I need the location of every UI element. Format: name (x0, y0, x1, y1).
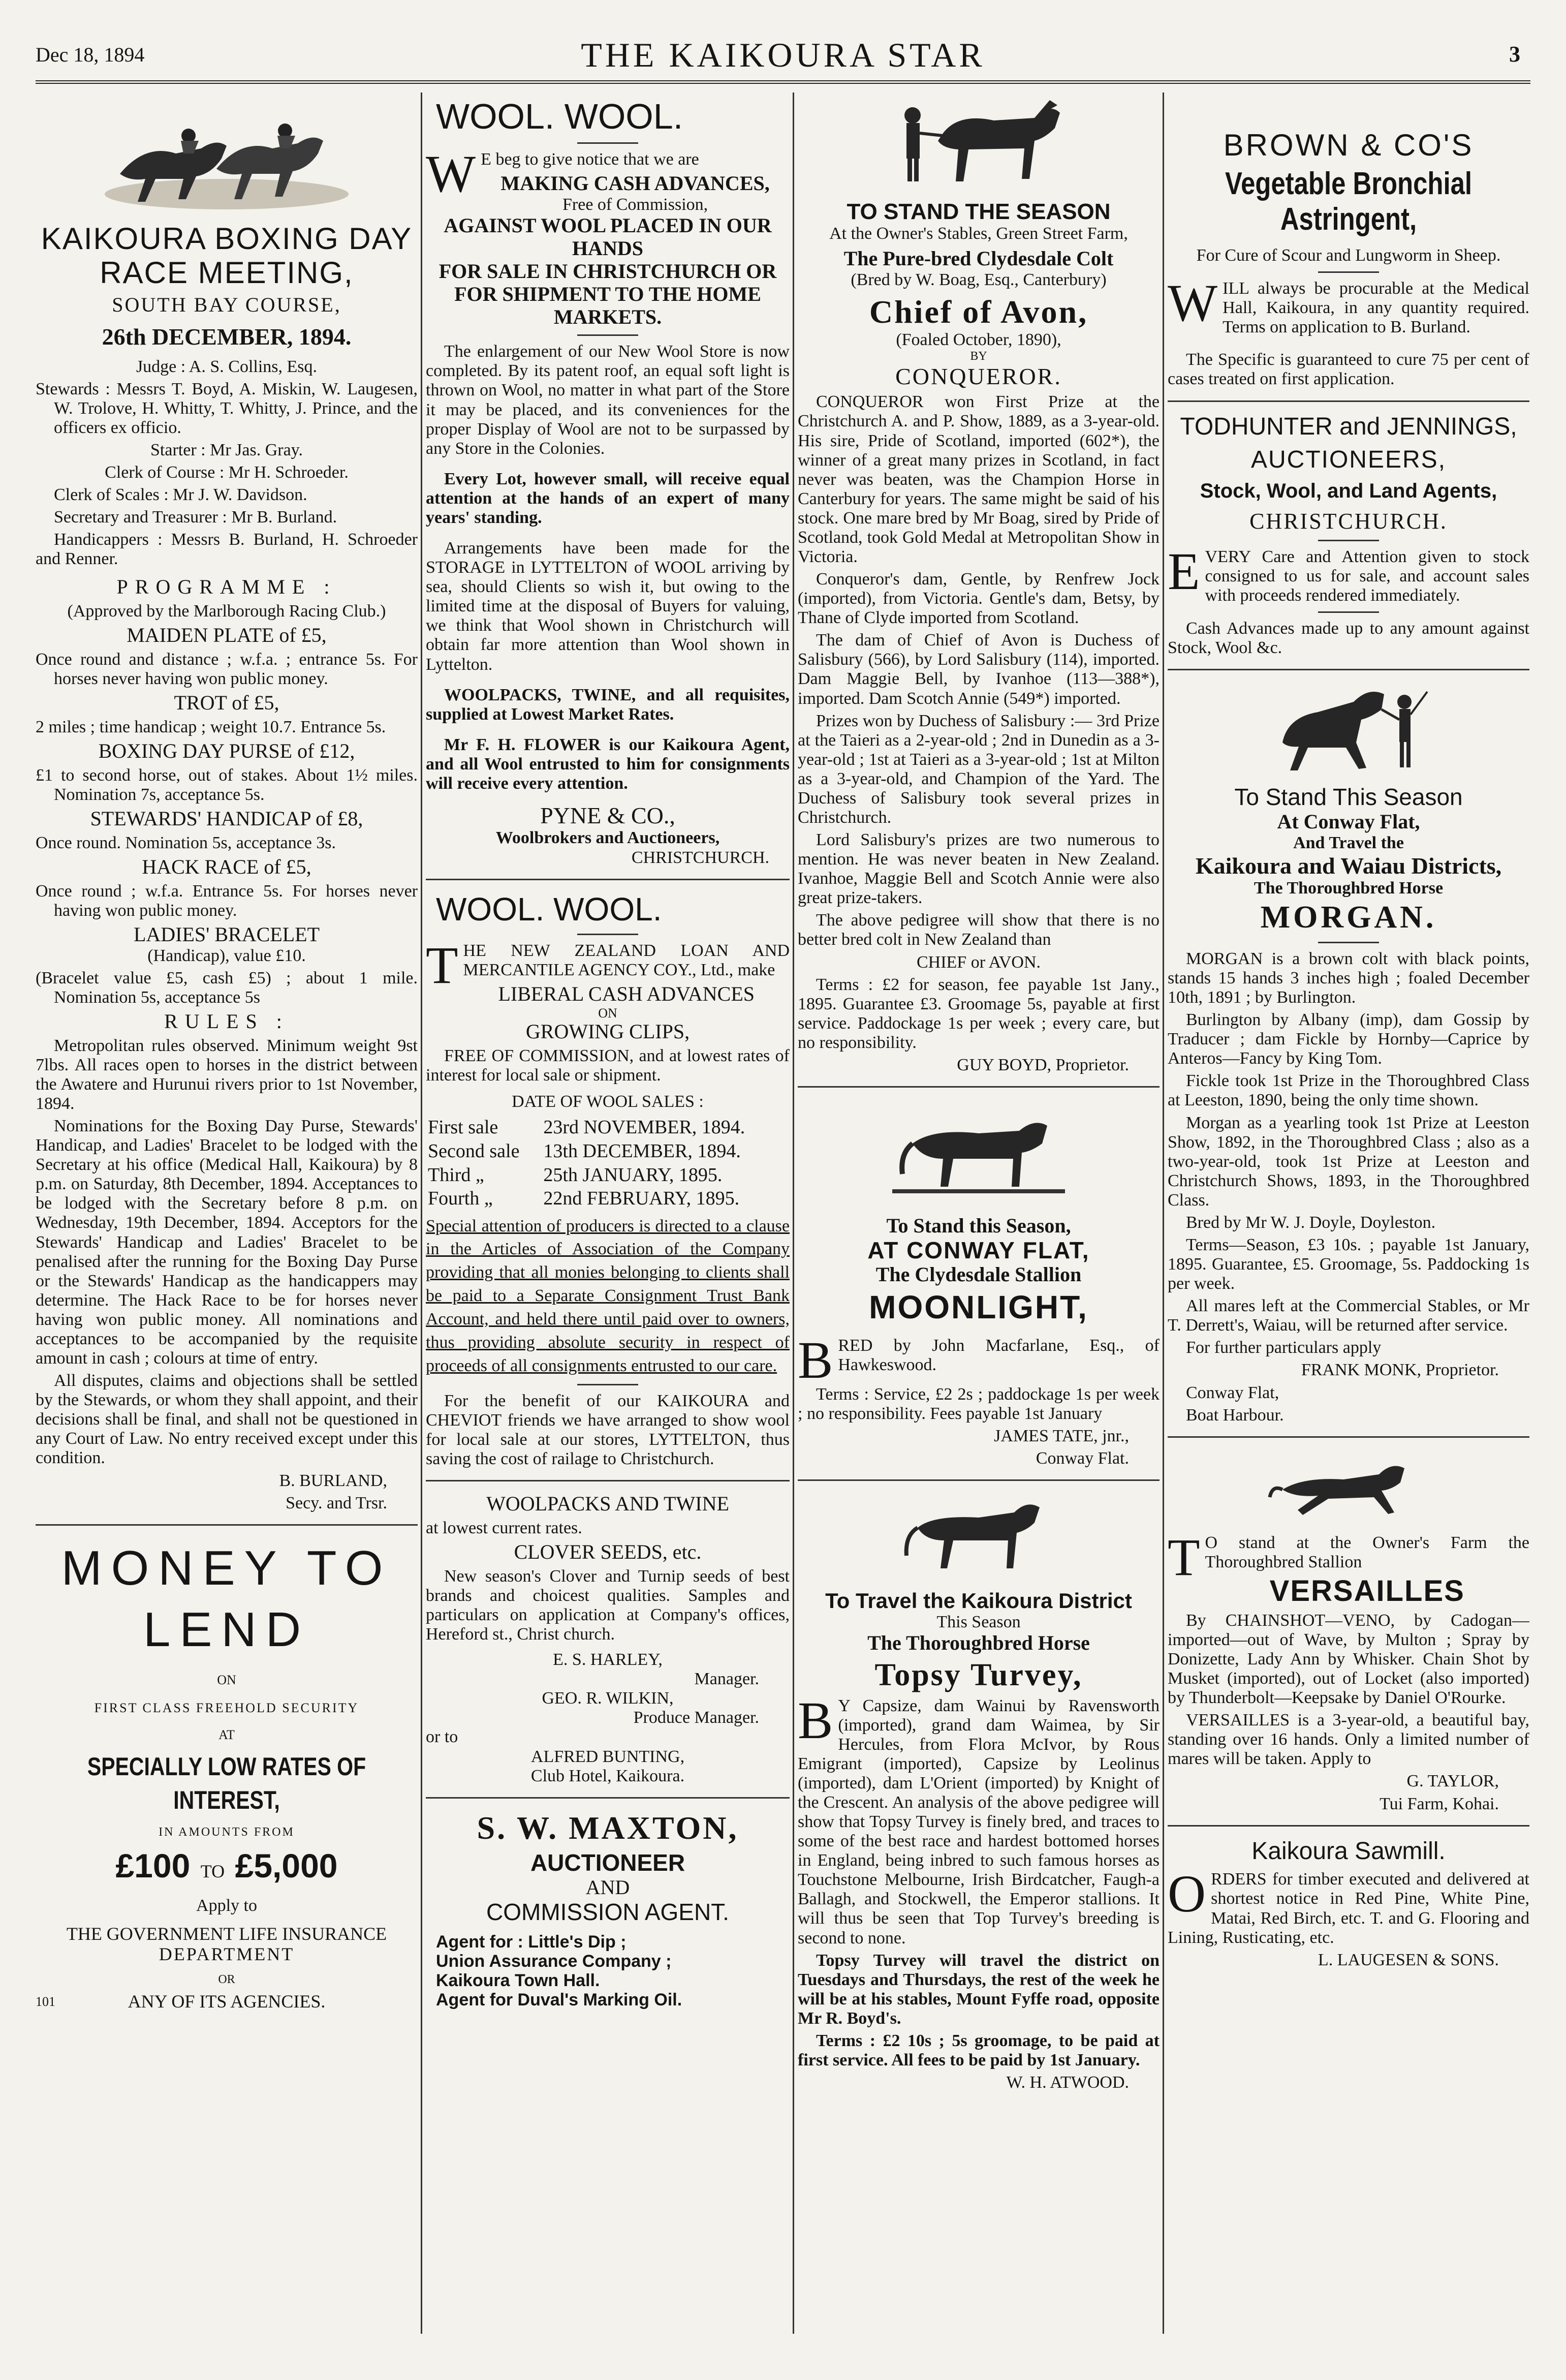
morgan-loc-2: Boat Harbour. (1186, 1405, 1284, 1425)
sale-date: 22nd FEBRUARY, 1895. (543, 1188, 740, 1210)
divider (426, 1797, 790, 1799)
foaled: (Foaled October, 1890), (896, 330, 1061, 349)
by-label: BY (970, 349, 987, 363)
moonlight-terms: Terms : Service, £2 2s ; paddockage 1s per week ; no responsibility. Fees payable 1st January (798, 1384, 1160, 1424)
moonlight-signer-loc: Conway Flat. (1036, 1449, 1129, 1468)
morgan-paragraph-5: Bred by Mr W. J. Doyle, Doyleston. (1186, 1213, 1436, 1232)
wool-sales-table (426, 1116, 790, 1210)
todhunter-care: EVERY Care and Attention given to stock consigned to us for sale, and account sales with proceeds rendered immediately. (1168, 542, 1529, 605)
nz-loan-intro: THE NEW ZEALAND LOAN AND MERCANTILE AGENCY COY., Ltd., make (426, 936, 790, 995)
maxton-auctioneer: AUCTIONEER (530, 1849, 685, 1876)
todhunter-agents: Stock, Wool, and Land Agents, (1200, 480, 1497, 503)
pyne-co-city: CHRISTCHURCH. (631, 848, 769, 867)
signer-harley: E. S. HARLEY, (553, 1650, 663, 1670)
column-rule (421, 92, 422, 2334)
ladies-bracelet-heading: LADIES' BRACELET (133, 922, 320, 946)
topsy-thoroughbred: The Thoroughbred Horse (867, 1631, 1090, 1655)
ladies-bracelet-body: (Bracelet value £5, cash £5) ; about 1 mile. Nomination 5s, acceptance 5s (36, 968, 418, 1007)
maiden-plate-body: Once round and distance ; w.f.a. ; entrance 5s. For horses never having won public money. (36, 650, 418, 689)
judge: Judge : A. S. Collins, Esq. (136, 357, 318, 376)
clydesdale-colt: The Pure-bred Clydesdale Colt (843, 247, 1114, 270)
column-1 (36, 92, 418, 2334)
column-rule (1163, 92, 1164, 2334)
divider (798, 1479, 1160, 1481)
woolpacks-heading: WOOLPACKS AND TWINE (486, 1492, 729, 1516)
signer-wilkin-role: Produce Manager. (633, 1708, 759, 1727)
topsy-season: This Season (936, 1613, 1021, 1632)
stewards: Stewards : Messrs T. Boyd, A. Miskin, W. Laugesen, W. Trolove, H. Whitty, T. Whitty, J. Prince, and the officers ex officio. (36, 379, 418, 437)
topsy-terms: Terms : £2 10s ; 5s groomage, to be paid at first service. All fees to be paid by 1st January. (798, 2031, 1160, 2070)
morgan-paragraph-6: Terms—Season, £3 10s. ; payable 1st January, 1895. Guarantee, £5. Groomage, 5s. Paddocking 1s per week. (1168, 1235, 1529, 1293)
morgan-paragraph-8: For further particulars apply (1186, 1338, 1382, 1357)
hack-race-heading: HACK RACE of £5, (142, 855, 311, 878)
rules-paragraph-2: Nominations for the Boxing Day Purse, Stewards' Handicap, and Ladies' Bracelet to be lodged with the Secretary at his office (Medical Hall, Kaikoura) by 8 p.m. on Saturday, 8th December, 1894. Acceptances to be lodged with the Secretary before 8 p.m. on Wednesday, 19th December, 1894. Acceptors for the Stewards' Handicap and Ladies' Bracelet to be penalised after the running for the Boxing Day Purse or the Stewards' Handicap as the handicappers may determine. The Hack Race to be for horses never having won public money. All nominations and acceptances to be accompanied by the requisite amount in cash ; colours at time of entry. (36, 1117, 418, 1368)
sale-date: 13th DECEMBER, 1894. (543, 1140, 741, 1162)
todhunter-advances: Cash Advances made up to any amount against Stock, Wool &c. (1168, 619, 1529, 658)
todhunter-auctioneers: AUCTIONEERS, (1250, 446, 1447, 474)
morgan-signer: FRANK MONK, Proprietor. (1301, 1361, 1499, 1380)
apply-to: Apply to (196, 1896, 257, 1915)
clover-seeds-heading: CLOVER SEEDS, etc. (514, 1540, 702, 1564)
programme-heading: PROGRAMME : (116, 575, 337, 599)
wool-heading: WOOL. WOOL. (436, 97, 683, 136)
maxton-ad (426, 1810, 790, 2010)
morgan-paragraph-7: All mares left at the Commercial Stables, or Mr T. Derrett's, Waiau, will be returned after service. (1168, 1296, 1529, 1335)
versailles-loc: Tui Farm, Kohai. (1380, 1794, 1499, 1813)
morgan-paragraph-1: MORGAN is a brown colt with black points, stands 15 hands 3 inches high ; foaled December 10th, 1891 ; by Burlington. (1168, 949, 1529, 1007)
money-security: FIRST CLASS FREEHOLD SECURITY (94, 1700, 359, 1715)
table-row (426, 1139, 790, 1163)
brown-co-title: BROWN & CO'S (1223, 128, 1474, 162)
nz-loan-wool-ad (426, 891, 790, 1469)
morgan-paragraph-4: Morgan as a yearling took 1st Prize at Leeston Show, 1892, in the Thoroughbred Class ; also as a two-year-old, took 1st Prize at Leeston and Christchurch Shows, 1893, in the Thoroughbred Class. (1168, 1113, 1529, 1210)
lend-heading: LEND (143, 1602, 310, 1657)
topsy-travel-days: Topsy Turvey will travel the district on Tuesdays and Thursdays, the rest of the week he will be at his stables, Mount Fyffe road, opposite Mr R. Boyd's. (798, 1951, 1160, 2028)
clerk-of-course: Clerk of Course : Mr H. Schroeder. (105, 463, 349, 482)
brown-co-ad (1168, 128, 1529, 389)
column-3 (798, 92, 1160, 2334)
money-to-lend-ad (36, 1541, 418, 2012)
amounts-from: IN AMOUNTS FROM (159, 1826, 295, 1839)
sale-shipment-heading: FOR SALE IN CHRISTCHURCH OR FOR SHIPMENT TO THE HOME MARKETS. (439, 259, 777, 328)
trot-body: 2 miles ; time handicap ; weight 10.7. Entrance 5s. (36, 718, 386, 737)
versailles-description: VERSAILLES is a 3-year-old, a beautiful bay, standing over 16 hands. Only a limited number of mares will be taken. Apply to (1168, 1711, 1529, 1769)
moonlight-signer: JAMES TATE, jnr., (994, 1427, 1129, 1446)
versailles-name: VERSAILLES (1269, 1574, 1465, 1608)
wool-sales-heading: DATE OF WOOL SALES : (512, 1092, 704, 1111)
race-date: 26th DECEMBER, 1894. (102, 324, 352, 350)
rules-paragraph-1: Metropolitan rules observed. Minimum weight 9st 7lbs. All races open to horses in the district between the Awatere and Hurunui rivers prior to 1st November, 1894. (36, 1036, 418, 1114)
morgan-paragraph-2: Burlington by Albany (imp), dam Gossip by Traducer ; dam Fickle by Hornby—Caprice by Anteros—Fancy by King Tom. (1168, 1010, 1529, 1068)
todhunter-title: TODHUNTER and JENNINGS, (1180, 413, 1517, 440)
galloping-horse-illustration (1267, 1449, 1430, 1525)
starter: Starter : Mr Jas. Gray. (150, 441, 303, 459)
moonlight-clydesdale: The Clydesdale Stallion (875, 1263, 1082, 1286)
topsy-turvey-name: Topsy Turvey, (874, 1658, 1083, 1693)
divider (798, 1086, 1160, 1088)
clydesdale-horse-illustration (882, 92, 1075, 194)
versailles-ad (1168, 1449, 1529, 1814)
morgan-thoroughbred: The Thoroughbred Horse (1254, 879, 1444, 898)
topsy-signer: W. H. ATWOOD. (1006, 2073, 1129, 2092)
money-at: AT (218, 1727, 235, 1742)
free-of-commission: FREE OF COMMISSION, and at lowest rates of interest for local sale or shipment. (426, 1046, 790, 1085)
sawmill-ad (1168, 1838, 1529, 1970)
interest-heading: INTEREST, (173, 1786, 280, 1815)
stewards-handicap-body: Once round. Nomination 5s, acceptance 3s. (36, 833, 336, 852)
morgan-stand-season: To Stand This Season (1234, 784, 1463, 811)
race-signer-role: Secy. and Trsr. (286, 1493, 387, 1512)
morgan-conway: At Conway Flat, (1277, 810, 1420, 833)
topsy-pedigree: BY Capsize, dam Wainui by Ravensworth (imported), grand dam Waimea, by Sir Hercules, from Flora McIvor, by Rous Emigrant (imported), Capsize by Leolinus (imported), dam L'Orient (imported) by Knight of the Crescent. An analysis of the above pedigree will show that Topsy Turvey is finely bred, and traces to some of the best race and hardest bottomed horses in England, being inbred to such famous horses as Touchstone Melbourne, Irish Birdcatcher, Faugh-a Ballagh, and Stockwell, the Emperor stallions. It will thus be seen that Top Turvey's breeding is second to none. (798, 1691, 1160, 1948)
morgan-loc-1: Conway Flat, (1186, 1383, 1279, 1402)
sale-label: Third „ (428, 1164, 484, 1186)
page-number: 3 (1509, 42, 1520, 67)
sale-label: Second sale (428, 1140, 520, 1162)
divider (1168, 669, 1529, 670)
sawmill-title: Kaikoura Sawmill. (1251, 1837, 1446, 1865)
brown-availability: WILL always be procurable at the Medical Hall, Kaikoura, in any quantity required. Terms on application to B. Burland. (1168, 274, 1529, 337)
wool-paragraph-3: Arrangements have been made for the STORAGE in LYTTELTON of WOOL arriving by sea, should Clients so wish it, but owing to the limited time at the disposal of Buyers for valuing, we think that Wool shown in Christchurch will obtain far more attention than Wool shown in Lyttelton. (426, 539, 790, 674)
wool-intro: WE beg to give notice that we are (426, 145, 699, 204)
column-4 (1168, 92, 1529, 2334)
divider (1168, 1436, 1529, 1438)
signer-bunting: ALFRED BUNTING, (530, 1747, 685, 1766)
morgan-travel: And Travel the (1293, 833, 1404, 852)
topsy-turvey-ad (798, 1492, 1160, 2092)
or-to: or to (426, 1727, 458, 1747)
conqueror-terms: Terms : £2 for season, fee payable 1st Jany., 1895. Guarantee £3. Groomage 5s, payable at first service. Paddockage 1s per week ; every care, but no responsibility. (798, 975, 1160, 1052)
todhunter-city: CHRISTCHURCH. (1249, 508, 1448, 534)
cash-advances-heading: MAKING CASH ADVANCES, (500, 172, 770, 195)
brown-guarantee: The Specific is guaranteed to cure 75 per cent of cases treated on first application. (1168, 350, 1529, 389)
sale-date: 23rd NOVEMBER, 1894. (543, 1117, 745, 1138)
maiden-plate-heading: MAIDEN PLATE of £5, (127, 624, 327, 647)
sale-label: Fourth „ (428, 1188, 493, 1210)
pyne-co-name: PYNE & CO., (540, 802, 675, 828)
money-to-heading: MONEY TO (61, 1540, 392, 1595)
pyne-co-trade: Woolbrokers and Auctioneers, (495, 828, 720, 848)
dept-line-1: THE GOVERNMENT LIFE INSURANCE (66, 1923, 387, 1944)
clerk-of-scales: Clerk of Scales : Mr J. W. Davidson. (54, 485, 307, 505)
column-2 (426, 92, 790, 2334)
versailles-pedigree: By CHAINSHOT—VENO, by Cadogan—imported—out of Wave, by Multon ; Spray by Donizette, Lady Ann by Whisker. Chain Shot by Musket (imported), out of Locket (also imported) by Thunderbolt—Keepsake by Daniel O'Rourke. (1168, 1611, 1529, 1708)
conqueror-paragraph-5: Lord Salisbury's prizes are two numerous to mention. He was never beaten in New Zealand. Ivanhoe, Maggie Bell and Scotch Annie were also great prize-takers. (798, 830, 1160, 908)
money-on: ON (217, 1672, 236, 1687)
conqueror-name: CONQUEROR. (895, 363, 1062, 389)
versailles-intro: TO stand at the Owner's Farm the Thoroughbred Stallion (1168, 1528, 1529, 1587)
kaikoura-cheviot-note: For the benefit of our KAIKOURA and CHEVIOT friends we have arranged to show wool for local sale at our stores, LYTTELTON, thus saving the cost of railage to Christchurch. (426, 1391, 790, 1469)
race-title-2: RACE MEETING, (100, 256, 354, 290)
sale-label: First sale (428, 1117, 498, 1138)
stand-season-heading: TO STAND THE SEASON (847, 199, 1111, 224)
sawmill-orders: ORDERS for timber executed and delivered at shortest notice in Red Pine, White Pine, Matai, Red Birch, etc. T. and G. Flooring and Lining, Rusticating, etc. (1168, 1865, 1529, 1947)
todhunter-jennings-ad (1168, 413, 1529, 658)
divider (36, 1524, 418, 1526)
maxton-name: S. W. MAXTON, (477, 1809, 739, 1846)
growing-clips-heading: GROWING CLIPS, (525, 1020, 690, 1043)
amount-range (36, 1847, 418, 1885)
bronchial-astringent: Vegetable Bronchial Astringent, (1225, 166, 1472, 237)
special-attention: Special attention of producers is directed to a clause in the Articles of Association of the Company providing that all monies belonging to clients shall be paid to a Separate Consignment Trust Bank Account, and held there until paid over to owners, thus providing absolute security in respect of proceeds of all consignments entrusted to our care. (426, 1216, 790, 1375)
morgan-districts: Kaikoura and Waiau Districts, (1195, 852, 1502, 879)
thoroughbred-horse-illustration (897, 1492, 1060, 1579)
signer-harley-role: Manager. (694, 1670, 759, 1689)
bred-by-boag: (Bred by W. Boag, Esq., Canterbury) (851, 270, 1107, 290)
moonlight-name: MOONLIGHT, (869, 1289, 1088, 1326)
moonlight-bred: BRED by John Macfarlane, Esq., of Hawkeswood. (798, 1331, 1160, 1389)
rearing-horse-illustration (1252, 682, 1445, 778)
trot-heading: TROT of £5, (174, 691, 279, 715)
signer-wilkin: GEO. R. WILKIN, (542, 1689, 674, 1708)
versailles-signer: G. TAYLOR, (1406, 1772, 1499, 1791)
signer-bunting-role: Club Hotel, Kaikoura. (530, 1766, 685, 1785)
scour-lungworm: For Cure of Scour and Lungworm in Sheep. (1196, 246, 1501, 265)
boxing-day-purse-body: £1 to second horse, out of stakes. About 1½ miles. Nomination 7s, acceptance 5s. (36, 765, 418, 805)
boxing-day-purse-heading: BOXING DAY PURSE of £12, (98, 739, 355, 763)
liberal-advances-heading: LIBERAL CASH ADVANCES (498, 982, 755, 1006)
chief-of-avon-ad (798, 92, 1160, 1075)
divider (1168, 1825, 1529, 1827)
stallion-illustration (892, 1108, 1065, 1199)
woolpacks-seeds-ad (426, 1493, 790, 1786)
dept-line-2: DEPARTMENT (159, 1944, 295, 1965)
handicappers: Handicappers : Messrs B. Burland, H. Schroeder and Renner. (36, 530, 418, 569)
conqueror-paragraph-1: CONQUEROR won First Prize at the Christchurch A. and P. Show, 1889, as a 3-year-old. His sire, Pride of Scotland, imported (602*), the winner of a great many prizes in Scotland, in fact never was beaten, was the Champion Horse in Canterbury for years. The same might be said of his stock. One mare bred by Mr Boag, sired by Pride of Scotland, took Gold Medal at Metropolitan Show in Victoria. (798, 392, 1160, 566)
morgan-ad (1168, 682, 1529, 1425)
woolpacks-rates: at lowest current rates. (426, 1518, 582, 1537)
hack-race-body: Once round ; w.f.a. Entrance 5s. For horses never having won public money. (36, 881, 418, 920)
programme-note: (Approved by the Marlborough Racing Club.) (67, 602, 386, 621)
chief-or-avon: CHIEF or AVON. (916, 952, 1041, 972)
wool-advances-ad (426, 97, 790, 868)
conqueror-paragraph-4: Prizes won by Duchess of Salisbury :— 3rd Prize at the Taieri as a 2-year-old ; 2nd in Dunedin as a 3-year-old ; 1st at Taieri as a 3-year-old ; 1st at Milton as a 3-year-old, and Champion of the Yard. The Duchess of Salisbury took several prizes in Christchurch. (798, 711, 1160, 827)
stewards-handicap-heading: STEWARDS' HANDICAP of £8, (90, 807, 363, 830)
wool-placed-heading: AGAINST WOOL PLACED IN OUR HANDS (444, 214, 772, 260)
sale-date: 25th JANUARY, 1895. (543, 1164, 723, 1186)
clover-seeds-body: New season's Clover and Turnip seeds of best brands and choicest qualities. Samples and particulars on application at Company's offices, Hereford st., Christ church. (426, 1566, 790, 1644)
agent-union-assurance: Union Assurance Company ; (436, 1952, 672, 1971)
dept-agencies: ANY OF ITS AGENCIES. (128, 1991, 326, 2012)
wool-paragraph-4: WOOLPACKS, TWINE, and all requisites, supplied at Lowest Market Rates. (426, 685, 790, 724)
agent-marking-oil: Agent for Duval's Marking Oil. (436, 1990, 682, 2010)
morgan-paragraph-3: Fickle took 1st Prize in the Thoroughbred Class at Leeston, 1890, being the only time shown. (1168, 1071, 1529, 1110)
low-rates-heading: SPECIALLY LOW RATES OF (87, 1752, 366, 1781)
issue-date: Dec 18, 1894 (36, 43, 145, 66)
table-row (426, 1116, 790, 1139)
maxton-and: AND (585, 1875, 630, 1899)
rules-paragraph-3: All disputes, claims and objections shall be settled by the Stewards, or whom they shall appoint, and their decisions shall be final, and shall not be questioned in any Court of Law. No entry received except under this condition. (36, 1371, 418, 1468)
table-row (426, 1187, 790, 1211)
amount-to: £5,000 (235, 1846, 338, 1884)
owner-stables: At the Owner's Stables, Green Street Farm, (829, 224, 1128, 243)
column-rule (793, 92, 794, 2334)
horse-race-illustration (100, 92, 354, 220)
moonlight-ad (798, 1108, 1160, 1468)
divider (426, 879, 790, 880)
ladies-bracelet-sub: (Handicap), value £10. (147, 946, 306, 965)
dept-or: OR (218, 1972, 235, 1986)
topsy-travel: To Travel the Kaikoura District (825, 1589, 1132, 1613)
wool-paragraph-2: Every Lot, however small, will receive equal attention at the hands of an expert of many years' standing. (426, 469, 790, 527)
table-row (426, 1163, 790, 1187)
newspaper-title: THE KAIKOURA STAR (581, 36, 985, 74)
divider (1168, 400, 1529, 402)
ad-code: 101 (36, 1994, 55, 2010)
guy-boyd-signer: GUY BOYD, Proprietor. (957, 1055, 1129, 1074)
rules-heading: RULES : (164, 1009, 289, 1033)
wool-paragraph-5: Mr F. H. FLOWER is our Kaikoura Agent, and all Wool entrusted to him for consignments will receive every attention. (426, 735, 790, 793)
race-venue: SOUTH BAY COURSE, (112, 293, 341, 317)
chief-of-avon-name: Chief of Avon, (869, 294, 1088, 330)
race-signer: B. BURLAND, (279, 1471, 387, 1490)
wool-paragraph-1: The enlargement of our New Wool Store is now completed. By its patent roof, an equal soft light is thrown on Wool, no matter in what part of the Store it may be placed, and its conveniences for the proper Display of Wool are not to be surpassed by any Store in the Colonies. (426, 342, 790, 458)
race-meeting-ad (36, 92, 418, 1513)
conqueror-paragraph-6: The above pedigree will show that there is no better bred colt in New Zealand than (798, 911, 1160, 949)
free-commission: Free of Commission, (562, 195, 708, 214)
morgan-name: MORGAN. (1260, 900, 1437, 935)
advances-on: ON (598, 1006, 617, 1021)
maxton-commission-agent: COMMISSION AGENT. (486, 1898, 729, 1925)
moonlight-stand-season: To Stand this Season, (886, 1214, 1071, 1238)
agent-town-hall: Kaikoura Town Hall. (436, 1971, 600, 1991)
amount-to-word: TO (200, 1861, 225, 1881)
wool-heading-2: WOOL. WOOL. (436, 890, 662, 928)
divider (426, 1480, 790, 1481)
agent-for-dip: Agent for : Little's Dip ; (436, 1932, 627, 1952)
conqueror-paragraph-2: Conqueror's dam, Gentle, by Renfrew Jock (imported), from Victoria. Gentle's dam, Betsy, by Thane of Clyde imported from Scotland. (798, 570, 1160, 628)
sawmill-signer: L. LAUGESEN & SONS. (1318, 1950, 1499, 1969)
secretary: Secretary and Treasurer : Mr B. Burland. (54, 508, 337, 527)
masthead (36, 29, 1530, 84)
race-title: KAIKOURA BOXING DAY (41, 222, 413, 256)
conqueror-paragraph-3: The dam of Chief of Avon is Duchess of Salisbury (566), by Lord Salisbury (114), imported. Dam Maggie Bell, by Ivanhoe (113—388*), imported. Dam Scotch Annie (549*) imported. (798, 631, 1160, 708)
moonlight-conway: AT CONWAY FLAT, (867, 1237, 1090, 1263)
amount-from: £100 (115, 1846, 191, 1884)
